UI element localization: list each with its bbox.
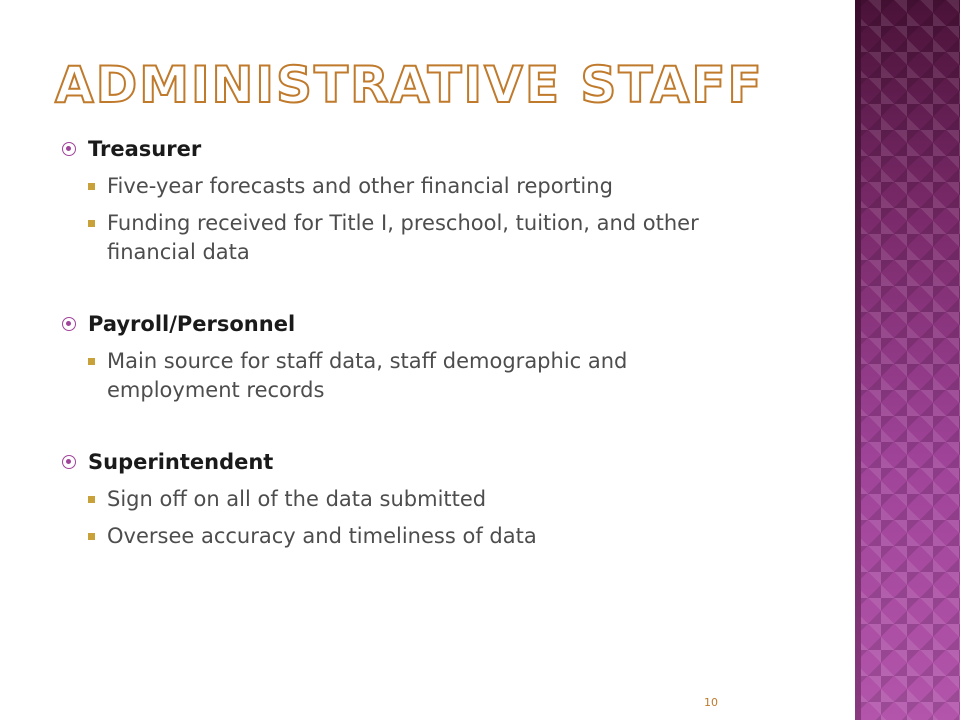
square-bullet-icon [88,183,95,190]
page-number: 10 [704,696,718,709]
slide-content [62,134,762,593]
bullet-level2 [88,522,762,551]
circle-bullet-icon [62,455,76,469]
square-bullet-icon [88,220,95,227]
section-treasurer [62,134,762,267]
bullet-text: Main source for staff data, staff demographic and employment records [107,349,628,402]
bullet-level2 [88,209,762,267]
section-heading: Payroll/Personnel [88,312,296,336]
section-heading: Treasurer [88,137,202,161]
circle-bullet-icon [62,317,76,331]
circle-bullet-icon [62,142,76,156]
square-bullet-icon [88,533,95,540]
section-superintendent [62,447,762,551]
slide-title: ADMINISTRATIVE STAFF [55,56,764,114]
bullet-level1 [62,309,762,339]
square-bullet-icon [88,358,95,365]
bullet-text: Oversee accuracy and timeliness of data [107,524,537,548]
bullet-level2 [88,172,762,201]
section-heading: Superintendent [88,450,274,474]
bullet-level1 [62,134,762,164]
bullet-level2 [88,485,762,514]
bullet-level1 [62,447,762,477]
decorative-side-panel [855,0,960,720]
bullet-text: Funding received for Title I, preschool, tuition, and other financial data [107,211,699,264]
bullet-level2 [88,347,762,405]
bullet-text: Five-year forecasts and other financial reporting [107,174,613,198]
section-payroll-personnel [62,309,762,405]
bullet-text: Sign off on all of the data submitted [107,487,487,511]
square-bullet-icon [88,496,95,503]
